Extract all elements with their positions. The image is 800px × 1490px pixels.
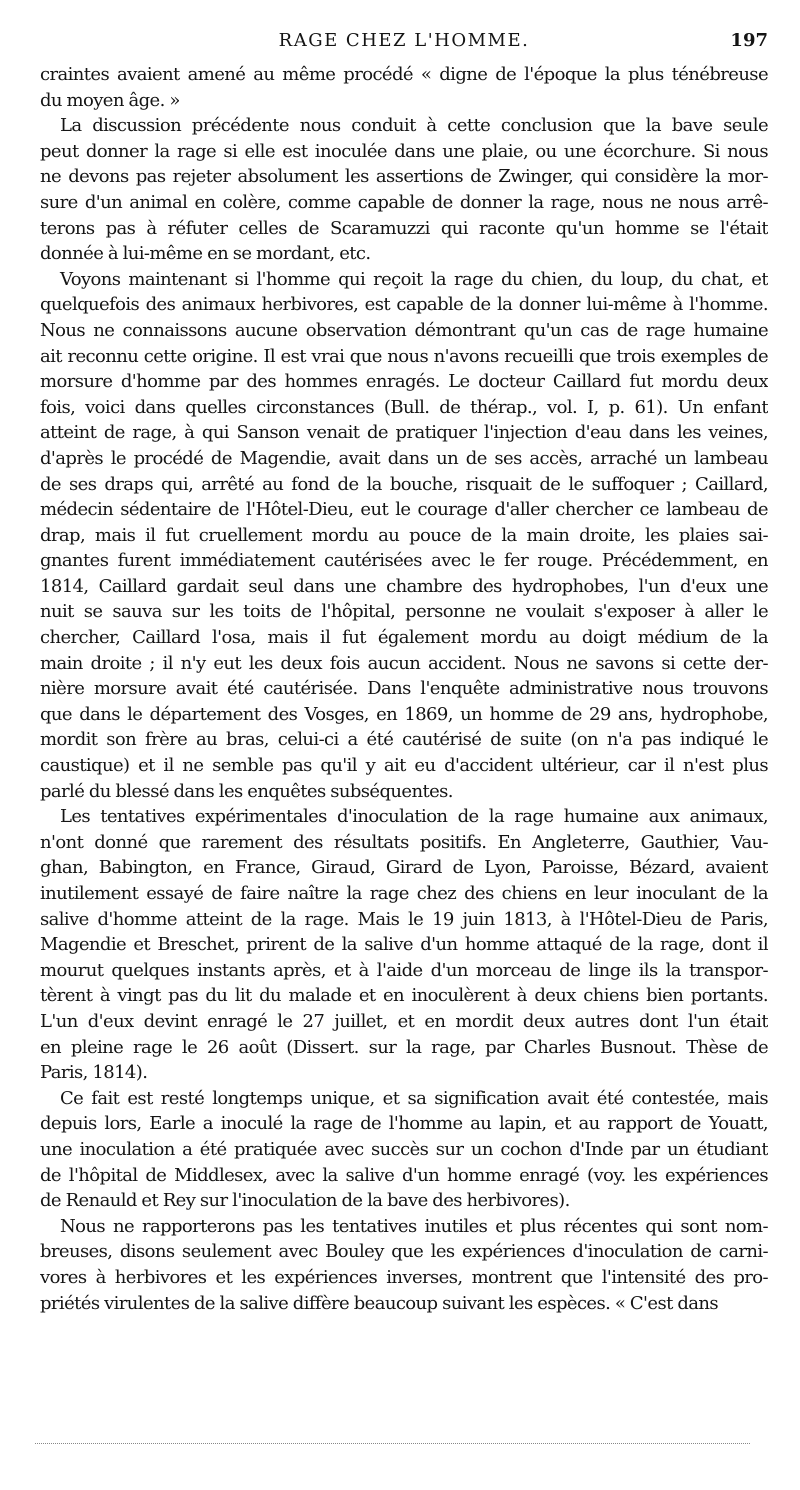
text-line: parlé du blessé dans les enquêtes subséquentes. [40, 780, 453, 802]
text-line: inutilement essayé de faire naître la rage chez des chiens en leur inoculant de la [40, 883, 768, 904]
text-line: en pleine rage le 26 août (Dissert. sur la rage, par Charles Busnout. Thèse de [40, 1036, 768, 1058]
text-line: morsure d'homme par des hommes enragés. Le docteur Caillard fut mordu deux [40, 371, 768, 393]
text-line: une inoculation a été pratiquée avec succès sur un cochon d'Inde par un étudiant [40, 1138, 768, 1160]
text-line: main droite ; il n'y eut les deux fois aucun accident. Nous ne savons si cette der- [40, 652, 768, 674]
running-title: RAGE CHEZ L'HOMME. [278, 30, 530, 51]
paragraph [40, 267, 768, 804]
text-line: de Renauld et Rey sur l'inoculation de la bave des herbivores). [40, 1190, 570, 1212]
text-line: terons pas à réfuter celles de Scaramuzzi qui raconte qu'un homme se l'était [40, 217, 768, 239]
text-line: fois, voici dans quelles circonstances (Bull. de thérap., vol. I, p. 61). Un enfant [40, 396, 768, 418]
body-text [40, 62, 768, 1316]
text-line: priétés virulentes de la salive diffère beaucoup suivant les espèces. « C'est dans [40, 1292, 719, 1314]
text-line: ne devons pas rejeter absolument les assertions de Zwinger, qui considère la mor- [40, 166, 768, 188]
paragraph [40, 1214, 768, 1316]
text-line: sure d'un animal en colère, comme capable de donner la rage, nous ne nous arrê- [40, 191, 768, 213]
text-line: depuis lors, Earle a inoculé la rage de l'homme au lapin, et au rapport de Youatt, [40, 1113, 768, 1135]
text-line: que dans le département des Vosges, en 1869, un homme de 29 ans, hydrophobe, [40, 703, 768, 725]
text-line: quelquefois des animaux herbivores, est capable de la donner lui-même à l'homme. [40, 294, 768, 316]
text-line: vores à herbivores et les expériences inverses, montrent que l'intensité des pro- [40, 1266, 768, 1288]
text-line: Magendie et Breschet, prirent de la salive d'un homme attaqué de la rage, dont il [40, 934, 768, 956]
text-line: salive d'homme atteint de la rage. Mais le 19 juin 1813, à l'Hôtel-Dieu de Paris, [40, 908, 768, 930]
text-line: Nous ne rapporterons pas les tentatives inutiles et plus récentes qui sont nom- [60, 1215, 768, 1237]
text-line: Ce fait est resté longtemps unique, et sa signification avait été contestée, mais [60, 1087, 768, 1109]
paragraph [40, 62, 768, 113]
text-line: breuses, disons seulement avec Bouley que les expériences d'inoculation de carni- [40, 1241, 768, 1263]
text-line: drap, mais il fut cruellement mordu au pouce de la main droite, les plaies sai- [40, 524, 768, 546]
text-line: Voyons maintenant si l'homme qui reçoit la rage du chien, du loup, du chat, et [60, 268, 768, 290]
text-line: ghan, Babington, en France, Giraud, Girard de Lyon, Paroisse, Bézard, avaient [40, 857, 768, 879]
text-line: mourut quelques instants après, et à l'aide d'un morceau de linge ils la transpor- [40, 959, 768, 981]
text-line: mordit son frère au bras, celui-ci a été cautérisé de suite (on n'a pas indiqué le [40, 729, 768, 751]
text-line: du moyen âge. » [40, 89, 180, 111]
paragraph [40, 1086, 768, 1214]
text-line: atteint de rage, à qui Sanson venait de pratiquer l'injection d'eau dans les veines, [40, 422, 768, 444]
text-line: chercher, Caillard l'osa, mais il fut également mordu au doigt médium de la [40, 627, 768, 649]
text-line: caustique) et il ne semble pas qu'il y ait eu d'accident ultérieur, car il n'est plus [40, 755, 768, 777]
text-line: n'ont donné que rarement des résultats positifs. En Angleterre, Gauthier, Vau- [40, 831, 768, 853]
text-line: peut donner la rage si elle est inoculée dans une plaie, ou une écorchure. Si nous [40, 140, 768, 162]
page-number: 197 [730, 30, 768, 51]
text-line: La discussion précédente nous conduit à cette conclusion que la bave seule [60, 115, 768, 137]
text-line: Les tentatives expérimentales d'inoculation de la rage humaine aux animaux, [60, 806, 768, 828]
text-line: Nous ne connaissons aucune observation démontrant qu'un cas de rage humaine [40, 319, 768, 341]
text-line: médecin sédentaire de l'Hôtel-Dieu, eut le courage d'aller chercher ce lambeau de [40, 499, 768, 521]
text-line: gnantes furent immédiatement cautérisées avec le fer rouge. Précédemment, en [40, 550, 768, 572]
page-header [40, 30, 768, 58]
footer-divider [35, 1442, 750, 1444]
text-line: craintes avaient amené au même procédé « digne de l'époque la plus ténébreuse [40, 64, 768, 85]
text-line: d'après le procédé de Magendie, avait dans un de ses accès, arraché un lambeau [40, 447, 768, 469]
text-line: ait reconnu cette origine. Il est vrai que nous n'avons recueilli que trois exemples de [40, 345, 768, 367]
text-line: Paris, 1814). [40, 1062, 148, 1084]
text-line: nuit se sauva sur les toits de l'hôpital, personne ne voulait s'exposer à aller le [40, 601, 768, 623]
text-line: tèrent à vingt pas du lit du malade et en inoculèrent à deux chiens bien portants. [40, 985, 768, 1007]
text-line: de ses draps qui, arrêté au fond de la bouche, risquait de le suffoquer ; Caillard, [40, 473, 768, 495]
text-line: 1814, Caillard gardait seul dans une chambre des hydrophobes, l'un d'eux une [40, 575, 768, 597]
paragraph [40, 804, 768, 1086]
text-line: L'un d'eux devint enragé le 27 juillet, et en mordit deux autres dont l'un était [40, 1010, 768, 1032]
text-line: de l'hôpital de Middlesex, avec la salive d'un homme enragé (voy. les expériences [40, 1164, 768, 1186]
text-line: donnée à lui-même en se mordant, etc. [40, 243, 371, 265]
paragraph [40, 113, 768, 267]
text-line: nière morsure avait été cautérisée. Dans l'enquête administrative nous trouvons [40, 678, 768, 700]
